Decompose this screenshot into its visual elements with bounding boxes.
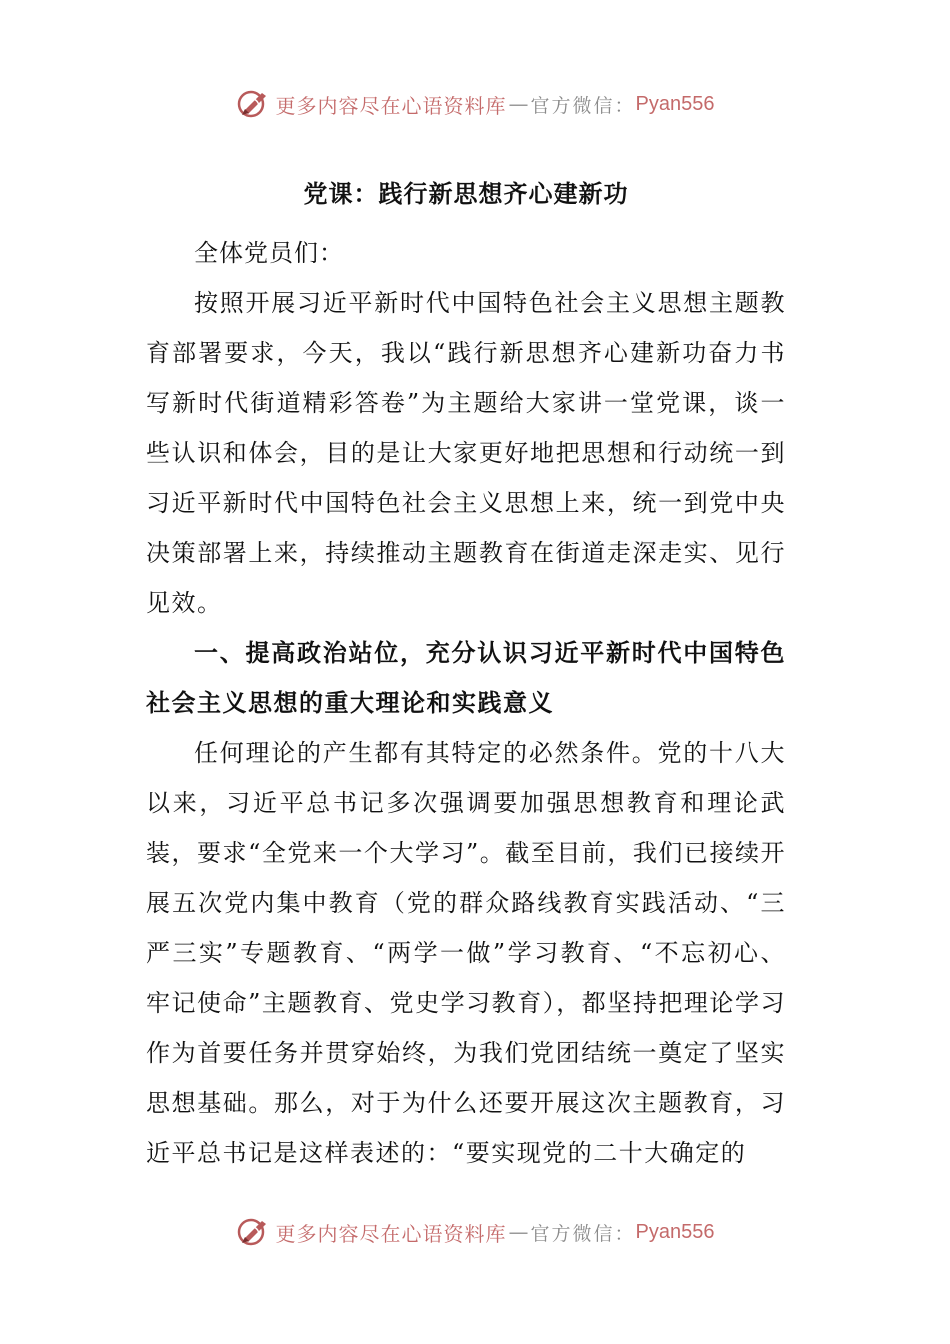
watermark-id: Pyan556 <box>635 1220 715 1243</box>
watermark-dash: — <box>508 1220 529 1244</box>
document-title: 党课：践行新思想齐心建新功 <box>303 179 629 208</box>
section-paragraph: 任何理论的产生都有其特定的必然条件。党的十八大以来，习近平总书记多次强调要加强思想教育和理论武装，要求“全党来一个大学习”。截至目前，我们已接续开展五次党内集中教育（党的群众路线教育实践活动、“三严三实”专题教育、“两学一做”学习教育、“不忘初心、牢记使命”主题教育、党史学习教育），都坚持把理论学习作为首要任务并贯穿始终，为我们党团结统一奠定了坚实思想基础。那么，对于为什么还要开展这次主题教育，习近平总书记是这样表述的：“要实现党的二十大确定的 <box>146 739 786 1167</box>
intro-paragraph: 按照开展习近平新时代中国特色社会主义思想主题教育部署要求，今天，我以“践行新思想齐心建新功奋力书写新时代街道精彩答卷”为主题给大家讲一堂党课，谈一些认识和体会，目的是让大家更好地把思想和行动统一到习近平新时代中国特色社会主义思想上来，统一到党中央决策部署上来，持续推动主题教育在街道走深走实、见行见效。 <box>146 289 786 617</box>
pen-logo-icon <box>236 1215 270 1249</box>
footer-watermark <box>0 1212 950 1252</box>
pen-logo-icon <box>236 87 270 121</box>
watermark-id: Pyan556 <box>635 92 715 115</box>
watermark-main-text: 更多内容尽在心语资料库 <box>275 93 507 118</box>
watermark-label: 官方微信： <box>530 1222 636 1245</box>
watermark-main-text: 更多内容尽在心语资料库 <box>275 1221 507 1246</box>
section-heading: 一、提高政治站位，充分认识习近平新时代中国特色社会主义思想的重大理论和实践意义 <box>146 638 786 717</box>
watermark-label: 官方微信： <box>530 94 636 117</box>
watermark-dash: — <box>508 92 529 116</box>
greeting: 全体党员们： <box>194 239 344 267</box>
document-body <box>146 172 786 1178</box>
header-watermark <box>0 84 950 124</box>
